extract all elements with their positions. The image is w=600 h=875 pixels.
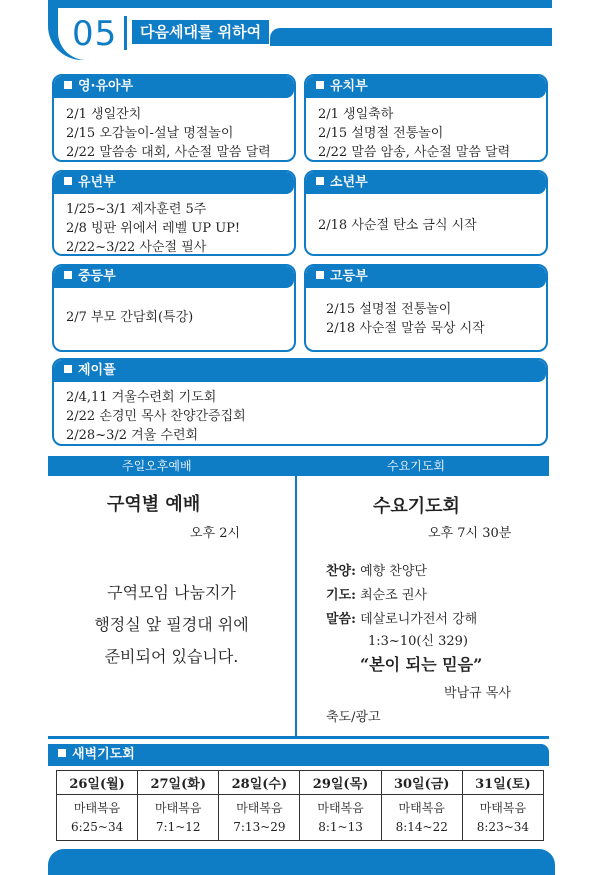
list-item: 2/1 생일축하 [318,107,394,122]
book-name: 마태복음 [155,800,202,815]
list-item: 2/15 오감놀이-설날 명절놀이 [66,126,234,141]
passage-range: 8:23~34 [476,819,530,834]
list-item: 2/22 말씀송 대회, 사순절 말씀 달력 [66,145,271,160]
dept-box-kinder [304,74,548,162]
dept-items-child [54,194,294,256]
table-header-row [57,771,544,795]
prayer-label: 기도: [326,588,356,603]
worship-header-bar [48,456,549,476]
prayer-value: 최순조 권사 [360,588,427,603]
square-bullet-icon [316,81,324,89]
dawn-prayer-header: 새벽기도회 [48,744,549,766]
bottom-decor-band [48,849,555,875]
list-item: 2/22 말씀 암송, 사순절 말씀 달력 [318,145,511,160]
list-item: 2/15 설명절 전통놀이 [318,126,444,141]
day-cell: 29일(목) [300,771,381,795]
sunday-service-header: 주일오후예배 [122,459,192,473]
sunday-service-time: 오후 2시 [190,526,241,541]
dept-box-infant [52,74,296,162]
dept-items-youth [306,194,546,235]
square-bullet-icon [316,271,324,279]
dept-header-infant: 영·유아부 [54,76,294,98]
list-item: 1/25~3/1 제자훈련 5주 [66,202,207,217]
dept-header-high: 고등부 [306,266,546,288]
day-cell: 28일(수) [219,771,300,795]
passage-range: 8:1~13 [318,819,363,834]
section-title: 다음세대를 위하여 [132,20,269,44]
section-number: 05 [72,14,118,54]
dept-box-middle [52,264,296,352]
wednesday-sermon-row [326,608,477,627]
square-bullet-icon [58,749,66,757]
list-item: 2/28~3/2 겨울 수련회 [66,428,199,443]
list-item: 2/22 손경민 목사 찬양간증집회 [66,409,246,424]
dept-items-kinder [306,98,546,162]
wednesday-prayer-row [326,584,427,603]
sunday-notice-line: 준비되어 있습니다. [104,647,239,666]
section-title-tail [270,28,552,46]
book-name: 마태복음 [398,800,445,815]
list-item: 2/22~3/22 사순절 필사 [66,240,207,255]
list-item: 2/18 사순절 말씀 묵상 시작 [326,321,485,336]
dept-box-youth [304,170,548,256]
dept-box-child [52,170,296,256]
wednesday-closing: 축도/광고 [326,710,381,725]
day-cell: 30일(금) [381,771,462,795]
section-divider [124,16,127,50]
praise-value: 예향 찬양단 [360,564,427,579]
wednesday-praise-row [326,560,427,579]
list-item: 2/1 생일잔치 [66,107,142,122]
passage-cell [381,795,462,841]
passage-range: 7:1~12 [155,819,201,834]
dept-items-middle [54,288,294,327]
worship-bottom-rule [48,736,549,739]
book-name: 마태복음 [479,800,527,815]
passage-cell [138,795,219,841]
dept-header-youth: 소년부 [306,172,546,194]
dept-header-kinder: 유치부 [306,76,546,98]
wednesday-verse: 1:3~10(신 329) [368,634,469,649]
square-bullet-icon [316,177,324,185]
book-name: 마태복음 [317,800,364,815]
dept-items-infant [54,98,294,162]
dept-box-high [304,264,548,352]
wednesday-service-title: 수요기도회 [373,496,460,517]
square-bullet-icon [64,81,72,89]
sunday-service-title: 구역별 예배 [107,494,201,515]
day-cell: 26일(월) [57,771,138,795]
dept-header-middle: 중등부 [54,266,294,288]
sermon-value: 데살로니가전서 강해 [360,612,478,627]
passage-range: 8:14~22 [395,819,448,834]
passage-cell [57,795,138,841]
list-item: 2/4,11 겨울수련회 기도회 [66,390,217,405]
dept-header-jpeople: 제이플 [54,360,546,382]
square-bullet-icon [64,177,72,185]
passage-range: 6:25~34 [70,819,124,834]
square-bullet-icon [64,365,72,373]
wednesday-preacher: 박남규 목사 [444,686,511,701]
wednesday-service-header: 수요기도회 [387,459,445,473]
list-item: 2/15 설명절 전통놀이 [326,302,452,317]
book-name: 마태복음 [236,800,283,815]
list-item: 2/8 빙판 위에서 레벨 UP UP! [66,221,241,236]
wednesday-sermon-title: “본이 되는 믿음” [360,655,483,674]
list-item: 2/18 사순절 탄소 금식 시작 [318,218,477,233]
praise-label: 찬양: [326,564,356,579]
passage-cell [300,795,381,841]
sunday-notice-line: 행정실 앞 필경대 위에 [94,615,249,634]
day-cell: 31일(토) [462,771,543,795]
table-row [57,795,544,841]
sermon-label: 말씀: [326,612,356,627]
dept-header-child: 유년부 [54,172,294,194]
square-bullet-icon [64,271,72,279]
sunday-notice-line: 구역모임 나눔지가 [107,583,236,602]
dept-items-jpeople [54,382,546,445]
book-name: 마태복음 [73,800,121,815]
passage-cell [462,795,543,841]
worship-divider [295,456,297,736]
passage-range: 7:13~29 [233,819,286,834]
list-item: 2/7 부모 간담회(특강) [66,310,194,325]
dept-box-jpeople [52,358,548,446]
dawn-prayer-table [56,770,544,841]
wednesday-service-time: 오후 7시 30분 [428,526,512,541]
passage-cell [219,795,300,841]
day-cell: 27일(화) [138,771,219,795]
dept-items-high [306,288,546,338]
